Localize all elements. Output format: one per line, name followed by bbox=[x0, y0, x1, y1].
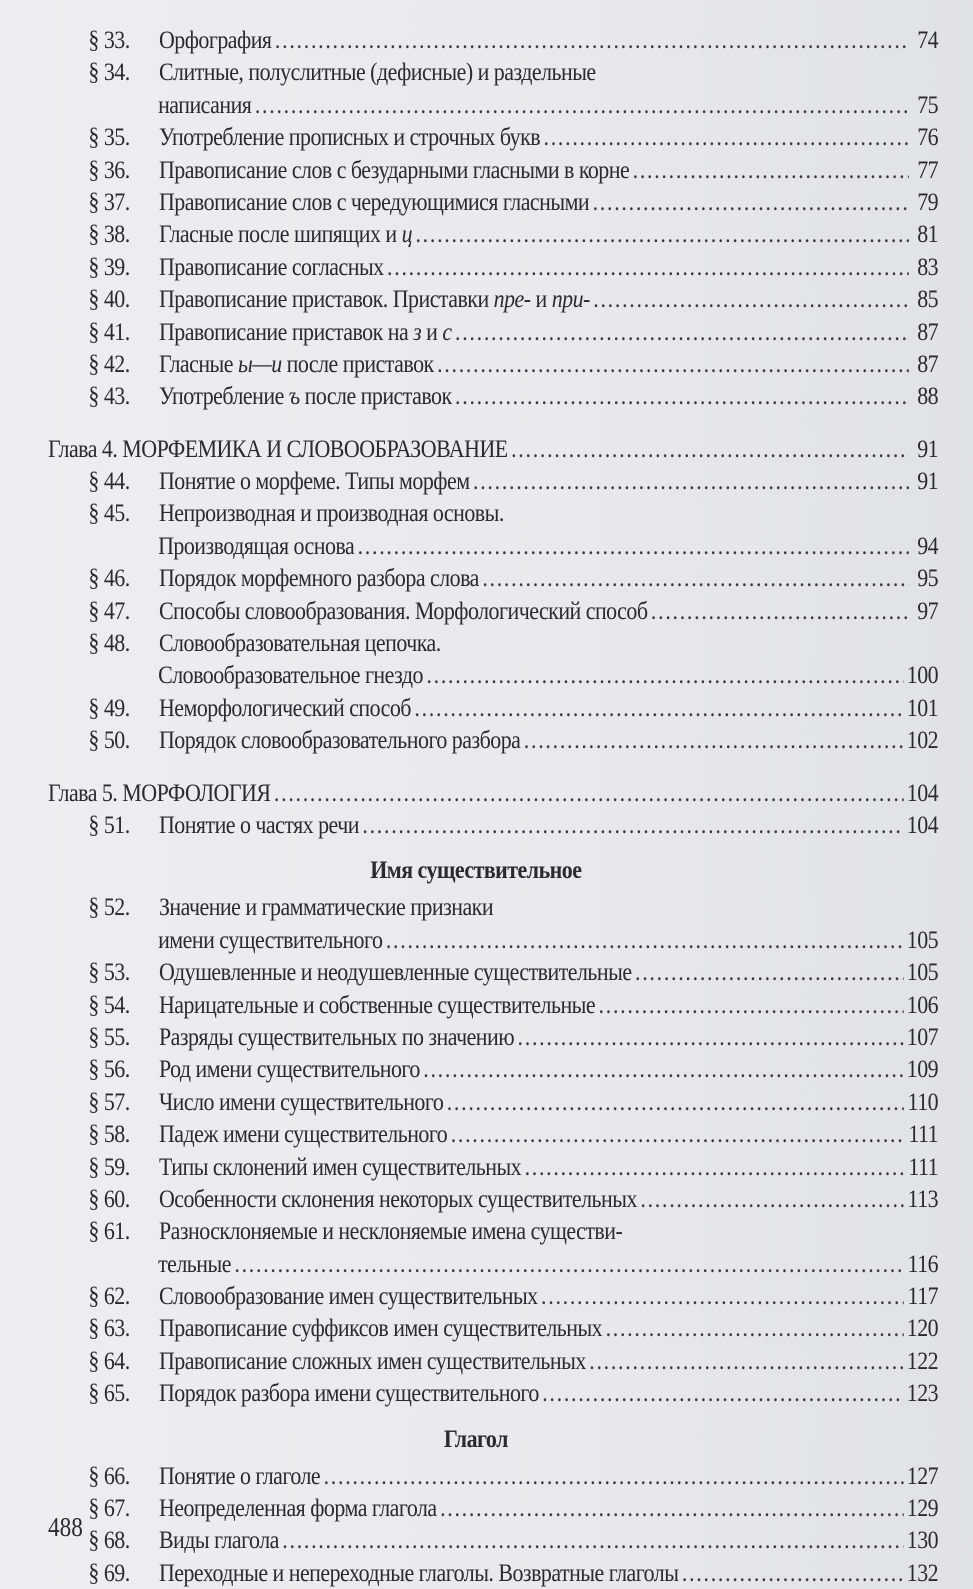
dot-leader bbox=[447, 1086, 904, 1118]
dot-leader bbox=[544, 121, 909, 153]
entry-title: Употребление ъ после приставок bbox=[158, 381, 452, 411]
entry-title: Гласные после шипящих и ц bbox=[158, 219, 413, 249]
entry-title: Порядок морфемного разбора слова bbox=[158, 563, 479, 593]
entry-title: Словообразовательное гнездо bbox=[158, 660, 423, 690]
page-ref: 94 bbox=[917, 530, 939, 560]
section-number: § 39. bbox=[88, 251, 130, 281]
section-number: § 66. bbox=[88, 1460, 130, 1490]
dot-leader bbox=[635, 956, 903, 988]
entry-title: Виды глагола bbox=[158, 1525, 279, 1555]
section-number: § 41. bbox=[88, 316, 130, 346]
toc-entry[interactable] bbox=[48, 1053, 938, 1085]
dot-leader bbox=[451, 1118, 905, 1150]
entry-title: Род имени существительного bbox=[158, 1054, 420, 1084]
section-number: § 40. bbox=[88, 284, 130, 314]
toc-entry[interactable] bbox=[48, 1312, 938, 1344]
page-ref: 83 bbox=[917, 251, 939, 281]
toc-entry[interactable] bbox=[48, 956, 938, 988]
toc-entry[interactable] bbox=[48, 56, 938, 88]
toc-entry[interactable] bbox=[48, 724, 938, 756]
page-ref: 87 bbox=[917, 316, 939, 346]
page-ref: 109 bbox=[906, 1054, 939, 1084]
entry-title: Понятие о глаголе bbox=[158, 1460, 321, 1490]
section-number: § 61. bbox=[88, 1216, 130, 1246]
entry-title: Значение и грамматические признаки bbox=[158, 892, 494, 922]
entry-title: Понятие о частях речи bbox=[158, 809, 359, 839]
page-ref: 129 bbox=[906, 1493, 939, 1523]
entry-title: Словообразовательная цепочка. bbox=[158, 628, 441, 658]
dot-leader bbox=[542, 1377, 903, 1409]
section-number: § 37. bbox=[88, 186, 130, 216]
dot-leader bbox=[473, 465, 909, 497]
section-number: § 58. bbox=[88, 1119, 130, 1149]
entry-title: Понятие о морфеме. Типы морфем bbox=[158, 466, 470, 496]
toc-entry[interactable] bbox=[48, 1183, 938, 1215]
section-number: § 68. bbox=[88, 1525, 130, 1555]
toc-entry[interactable] bbox=[48, 154, 938, 186]
toc-entry[interactable] bbox=[48, 562, 938, 594]
dot-leader bbox=[362, 809, 903, 841]
entry-title: Нарицательные и собственные существительные bbox=[158, 989, 596, 1019]
dot-leader bbox=[682, 1557, 903, 1589]
dot-leader bbox=[599, 989, 904, 1021]
entry-title: Правописание суффиксов имен существительных bbox=[158, 1313, 603, 1343]
page-ref: 75 bbox=[917, 89, 939, 119]
section-number: § 55. bbox=[88, 1021, 130, 1051]
entry-title: Словообразование имен существительных bbox=[158, 1281, 538, 1311]
toc-entry[interactable] bbox=[48, 627, 938, 659]
dot-leader bbox=[255, 89, 909, 121]
page-ref: 85 bbox=[917, 284, 939, 314]
page-ref: 111 bbox=[908, 1151, 939, 1181]
entry-title: Особенности склонения некоторых существительных bbox=[158, 1183, 637, 1213]
section-number: § 54. bbox=[88, 989, 130, 1019]
page-number: 488 bbox=[48, 1512, 83, 1542]
toc-chapter-entry[interactable] bbox=[48, 433, 938, 465]
entry-title: написания bbox=[158, 89, 252, 119]
dot-leader bbox=[455, 380, 909, 412]
entry-title: имени существительного bbox=[158, 924, 383, 954]
page-ref: 102 bbox=[906, 725, 939, 755]
entry-title: Глава 5. МОРФОЛОГИЯ bbox=[48, 777, 271, 807]
toc-entry[interactable] bbox=[48, 891, 938, 923]
entry-title: Одушевленные и неодушевленные существительные bbox=[158, 957, 632, 987]
toc-chapter-entry[interactable] bbox=[48, 777, 938, 809]
page-ref: 116 bbox=[907, 1248, 939, 1278]
entry-title: Правописание приставок на з и с bbox=[158, 316, 452, 346]
entry-title: Типы склонений имен существительных bbox=[158, 1151, 522, 1181]
entry-title: Переходные и непереходные глаголы. Возвратные глаголы bbox=[158, 1557, 679, 1587]
dot-leader bbox=[524, 724, 904, 756]
toc-entry[interactable] bbox=[48, 1492, 938, 1524]
section-number: § 42. bbox=[88, 348, 130, 378]
dot-leader bbox=[640, 1183, 904, 1215]
part-heading: Имя существительное bbox=[370, 855, 582, 885]
dot-leader bbox=[324, 1460, 904, 1492]
dot-leader bbox=[275, 24, 909, 56]
entry-title: Порядок словообразовательного разбора bbox=[158, 725, 521, 755]
dot-leader bbox=[414, 692, 903, 724]
entry-title: Гласные ы—и после приставок bbox=[158, 348, 434, 378]
section-number: § 50. bbox=[88, 725, 130, 755]
section-number: § 65. bbox=[88, 1378, 130, 1408]
toc-entry[interactable] bbox=[48, 1280, 938, 1312]
dot-leader bbox=[633, 154, 909, 186]
entry-title: Неморфологический способ bbox=[158, 692, 411, 722]
toc-entry[interactable] bbox=[48, 1377, 938, 1409]
entry-title: Правописание приставок. Приставки пре- и при- bbox=[158, 284, 590, 314]
page-ref: 105 bbox=[906, 924, 939, 954]
dot-leader bbox=[274, 777, 903, 809]
section-number: § 63. bbox=[88, 1313, 130, 1343]
section-number: § 36. bbox=[88, 154, 130, 184]
page-ref: 106 bbox=[906, 989, 939, 1019]
toc-entry[interactable] bbox=[48, 380, 938, 412]
entry-title: Употребление прописных и строчных букв bbox=[158, 122, 541, 152]
toc-entry[interactable] bbox=[48, 595, 938, 627]
section-number: § 44. bbox=[88, 466, 130, 496]
section-number: § 57. bbox=[88, 1086, 130, 1116]
section-number: § 34. bbox=[88, 57, 130, 87]
toc-entry-continuation[interactable] bbox=[48, 530, 938, 562]
page-ref: 130 bbox=[906, 1525, 939, 1555]
section-number: § 43. bbox=[88, 381, 130, 411]
entry-title: Правописание сложных имен существительных bbox=[158, 1345, 586, 1375]
page-ref: 77 bbox=[917, 154, 939, 184]
toc-entry[interactable] bbox=[48, 1345, 938, 1377]
page-ref: 88 bbox=[917, 381, 939, 411]
dot-leader bbox=[440, 1492, 903, 1524]
section-number: § 38. bbox=[88, 219, 130, 249]
toc-entry[interactable] bbox=[48, 1460, 938, 1492]
dot-leader bbox=[426, 659, 903, 691]
toc-entry[interactable] bbox=[48, 316, 938, 348]
section-number: § 69. bbox=[88, 1557, 130, 1587]
toc-entry[interactable] bbox=[48, 121, 938, 153]
dot-leader bbox=[482, 562, 909, 594]
section-number: § 53. bbox=[88, 957, 130, 987]
page-ref: 111 bbox=[908, 1119, 939, 1149]
part-heading: Глагол bbox=[443, 1423, 508, 1453]
entry-title: Непроизводная и производная основы. bbox=[158, 498, 504, 528]
section-number: § 35. bbox=[88, 122, 130, 152]
entry-title: Правописание согласных bbox=[158, 251, 384, 281]
toc-entry[interactable] bbox=[48, 1151, 938, 1183]
entry-title: Разносклоняемые и несклоняемые имена существи- bbox=[158, 1216, 623, 1246]
section-gap bbox=[48, 757, 938, 777]
toc-entry[interactable] bbox=[48, 989, 938, 1021]
toc-entry[interactable] bbox=[48, 218, 938, 250]
page-ref: 123 bbox=[906, 1378, 939, 1408]
page-ref: 91 bbox=[917, 466, 939, 496]
entry-title: Способы словообразования. Морфологический способ bbox=[158, 595, 648, 625]
page-ref: 76 bbox=[917, 122, 939, 152]
dot-leader bbox=[541, 1280, 904, 1312]
page-ref: 91 bbox=[917, 433, 939, 463]
toc-entry[interactable] bbox=[48, 186, 938, 218]
dot-leader bbox=[455, 316, 909, 348]
toc-entry[interactable] bbox=[48, 1557, 938, 1589]
page-ref: 104 bbox=[906, 809, 939, 839]
dot-leader bbox=[511, 433, 909, 465]
entry-title: Слитные, полуслитные (дефисные) и раздельные bbox=[158, 57, 596, 87]
page-ref: 81 bbox=[917, 219, 939, 249]
page-ref: 132 bbox=[906, 1557, 939, 1587]
toc-entry[interactable] bbox=[48, 1086, 938, 1118]
toc-entry[interactable] bbox=[48, 24, 938, 56]
section-number: § 33. bbox=[88, 25, 130, 54]
page-ref: 122 bbox=[906, 1345, 939, 1375]
dot-leader bbox=[423, 1053, 903, 1085]
page-ref: 110 bbox=[907, 1086, 939, 1116]
section-number: § 60. bbox=[88, 1183, 130, 1213]
section-number: § 47. bbox=[88, 595, 130, 625]
entry-title: Падеж имени существительного bbox=[158, 1119, 448, 1149]
dot-leader bbox=[606, 1312, 904, 1344]
toc-entry[interactable] bbox=[48, 809, 938, 841]
section-number: § 56. bbox=[88, 1054, 130, 1084]
toc-entry-continuation[interactable] bbox=[48, 659, 938, 691]
entry-title: Правописание слов с безударными гласными в корне bbox=[158, 154, 630, 184]
dot-leader bbox=[415, 218, 908, 250]
section-number: § 51. bbox=[88, 809, 130, 839]
dot-leader bbox=[386, 924, 903, 956]
section-number: § 52. bbox=[88, 892, 130, 922]
page-ref: 101 bbox=[906, 692, 939, 722]
dot-leader bbox=[358, 530, 909, 562]
entry-title: Число имени существительного bbox=[158, 1086, 444, 1116]
dot-leader bbox=[525, 1151, 905, 1183]
entry-title: Глава 4. МОРФЕМИКА И СЛОВООБРАЗОВАНИЕ bbox=[48, 433, 508, 463]
page-ref: 95 bbox=[917, 563, 939, 593]
section-number: § 45. bbox=[88, 498, 130, 528]
dot-leader bbox=[593, 283, 909, 315]
entry-title: Правописание слов с чередующимися гласными bbox=[158, 186, 590, 216]
dot-leader bbox=[387, 251, 909, 283]
page-ref: 100 bbox=[906, 660, 939, 690]
section-number: § 48. bbox=[88, 628, 130, 658]
section-number: § 62. bbox=[88, 1281, 130, 1311]
toc-entry[interactable] bbox=[48, 1118, 938, 1150]
dot-leader bbox=[437, 348, 909, 380]
page-ref: 120 bbox=[906, 1313, 939, 1343]
entry-title: Порядок разбора имени существительного bbox=[158, 1378, 539, 1408]
dot-leader bbox=[518, 1021, 904, 1053]
section-number: § 49. bbox=[88, 692, 130, 722]
page-ref: 79 bbox=[917, 186, 939, 216]
toc-entry[interactable] bbox=[48, 348, 938, 380]
dot-leader bbox=[593, 186, 909, 218]
page-ref: 105 bbox=[906, 957, 939, 987]
toc-entry-continuation[interactable] bbox=[48, 1248, 938, 1280]
dot-leader bbox=[282, 1524, 903, 1556]
toc-entry-continuation[interactable] bbox=[48, 89, 938, 121]
toc-entry-continuation[interactable] bbox=[48, 924, 938, 956]
entry-title: Орфография bbox=[158, 25, 272, 54]
page-ref: 117 bbox=[907, 1281, 939, 1311]
section-number: § 64. bbox=[88, 1345, 130, 1375]
entry-title: Неопределенная форма глагола bbox=[158, 1493, 437, 1523]
page-ref: 74 bbox=[917, 25, 939, 54]
section-number: § 67. bbox=[88, 1493, 130, 1523]
toc-entry[interactable] bbox=[48, 692, 938, 724]
page-ref: 127 bbox=[906, 1460, 939, 1490]
section-gap bbox=[48, 413, 938, 433]
toc-entry[interactable] bbox=[48, 497, 938, 529]
dot-leader bbox=[651, 595, 909, 627]
toc-entry[interactable] bbox=[48, 251, 938, 283]
toc-entry[interactable] bbox=[48, 465, 938, 497]
dot-leader bbox=[234, 1248, 904, 1280]
page-ref: 87 bbox=[917, 348, 939, 378]
entry-title: Разряды существительных по значению bbox=[158, 1021, 515, 1051]
page-ref: 97 bbox=[917, 595, 939, 625]
entry-title: тельные bbox=[158, 1248, 231, 1278]
section-number: § 59. bbox=[88, 1151, 130, 1181]
toc-entry[interactable] bbox=[48, 1215, 938, 1247]
page-ref: 107 bbox=[906, 1021, 939, 1051]
section-number: § 46. bbox=[88, 563, 130, 593]
table-of-contents bbox=[48, 24, 938, 1589]
dot-leader bbox=[589, 1345, 903, 1377]
toc-entry[interactable] bbox=[48, 1021, 938, 1053]
toc-entry[interactable] bbox=[48, 283, 938, 315]
toc-entry[interactable] bbox=[48, 1524, 938, 1556]
page-ref: 113 bbox=[907, 1183, 939, 1213]
page-ref: 104 bbox=[906, 777, 939, 807]
entry-title: Производящая основа bbox=[158, 530, 355, 560]
